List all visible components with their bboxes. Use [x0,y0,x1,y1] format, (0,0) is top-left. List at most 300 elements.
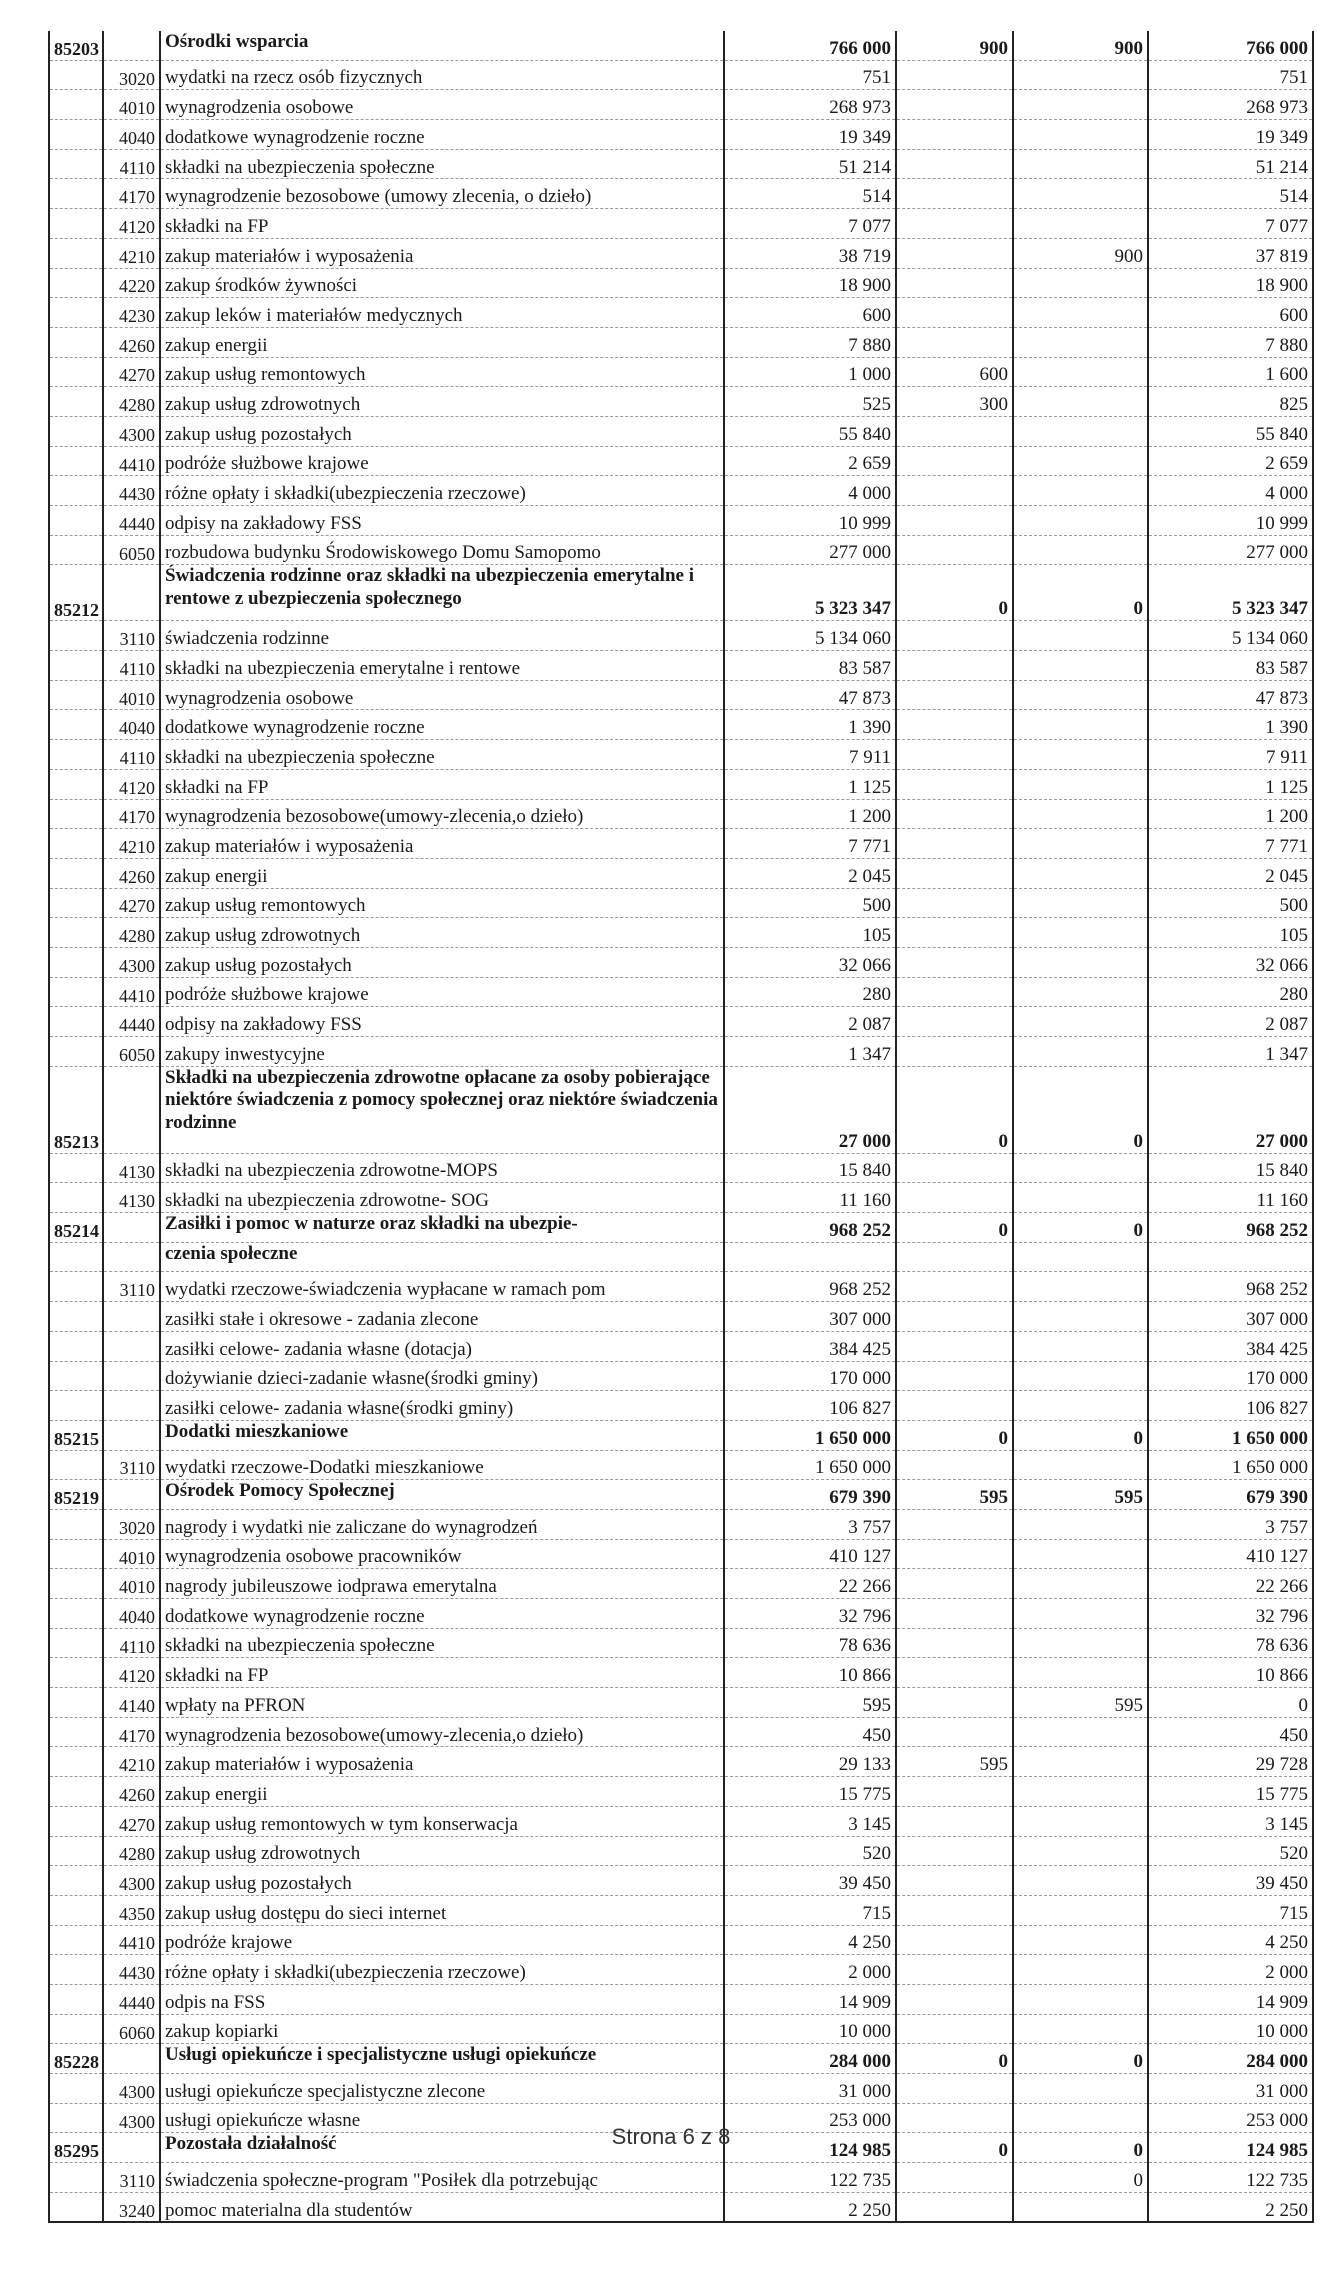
table-row [49,1331,1313,1361]
amount-after-change: 15 840 [1148,1153,1313,1183]
section-code [49,829,103,859]
table-row [49,977,1313,1007]
decrease-amount [1013,858,1148,888]
table-row [49,1688,1313,1718]
paragraph-code: 3020 [103,1509,160,1539]
item-name: odpisy na zakładowy FSS [160,1007,724,1037]
section-code [49,1984,103,2014]
section-code: 85214 [49,1213,103,1243]
paragraph-code: 4440 [103,1007,160,1037]
increase-amount [896,90,1013,120]
paragraph-code: 4220 [103,268,160,298]
item-name: zakup materiałów i wyposażenia [160,1747,724,1777]
table-row [49,2192,1313,2222]
amount-after-change: 968 252 [1148,1213,1313,1243]
section-code [49,1599,103,1629]
item-name: zakup materiałów i wyposażenia [160,829,724,859]
section-code [49,60,103,90]
increase-amount [896,149,1013,179]
plan-amount: 55 840 [724,416,896,446]
table-row [49,888,1313,918]
paragraph-code [103,2044,160,2074]
item-name: wpłaty na PFRON [160,1688,724,1718]
amount-after-change: 37 819 [1148,238,1313,268]
table-row [49,416,1313,446]
section-code [49,1747,103,1777]
increase-amount: 0 [896,1066,1013,1153]
item-name: zasiłki celowe- zadania własne(środki gminy) [160,1391,724,1421]
item-name: Dodatki mieszkaniowe [160,1420,724,1450]
decrease-amount [1013,1569,1148,1599]
table-row [49,2163,1313,2193]
plan-amount: 106 827 [724,1391,896,1421]
item-name: zakup usług pozostałych [160,1866,724,1896]
item-name: odpis na FSS [160,1984,724,2014]
increase-amount [896,179,1013,209]
item-name: Ośrodki wsparcia [160,31,724,60]
increase-amount [896,60,1013,90]
section-code [49,918,103,948]
increase-amount [896,947,1013,977]
decrease-amount: 0 [1013,1213,1148,1243]
section-code [49,888,103,918]
plan-amount: 268 973 [724,90,896,120]
decrease-amount [1013,1806,1148,1836]
section-code [49,1302,103,1332]
section-code [49,2074,103,2104]
decrease-amount [1013,90,1148,120]
plan-amount: 32 066 [724,947,896,977]
plan-amount: 122 735 [724,2163,896,2193]
plan-amount: 384 425 [724,1331,896,1361]
expenditure-table-body [49,31,1313,2222]
section-code [49,1183,103,1213]
amount-after-change: 122 735 [1148,2163,1313,2193]
decrease-amount [1013,1450,1148,1480]
table-row [49,1509,1313,1539]
increase-amount: 900 [896,31,1013,60]
paragraph-code [103,1420,160,1450]
table-row [49,1806,1313,1836]
plan-amount: 1 390 [724,710,896,740]
item-name: różne opłaty i składki(ubezpieczenia rzeczowe) [160,1955,724,1985]
item-name: zakup usług remontowych w tym konserwacja [160,1806,724,1836]
budget-sheet [48,31,1308,2223]
item-name: zakup energii [160,327,724,357]
item-name: składki na ubezpieczenia zdrowotne-MOPS [160,1153,724,1183]
plan-amount: 3 757 [724,1509,896,1539]
amount-after-change: 268 973 [1148,90,1313,120]
decrease-amount [1013,1895,1148,1925]
item-name: składki na FP [160,769,724,799]
section-row [49,2044,1313,2074]
amount-after-change: 384 425 [1148,1331,1313,1361]
increase-amount: 0 [896,1213,1013,1243]
section-code [49,947,103,977]
decrease-amount [1013,1599,1148,1629]
table-row [49,387,1313,417]
plan-amount: 307 000 [724,1302,896,1332]
plan-amount: 1 650 000 [724,1450,896,1480]
item-name: zakup usług zdrowotnych [160,918,724,948]
plan-amount: 520 [724,1836,896,1866]
table-row [49,1895,1313,1925]
increase-amount [896,740,1013,770]
table-row [49,1450,1313,1480]
table-row [49,651,1313,681]
amount-after-change: 450 [1148,1717,1313,1747]
item-name: składki na ubezpieczenia emerytalne i rentowe [160,651,724,681]
table-row [49,1717,1313,1747]
item-name: zakup kopiarki [160,2014,724,2044]
amount-after-change: 106 827 [1148,1391,1313,1421]
amount-after-change: 766 000 [1148,31,1313,60]
section-code [49,179,103,209]
item-name: wynagrodzenia osobowe [160,90,724,120]
section-code [49,1391,103,1421]
increase-amount [896,621,1013,651]
plan-amount: 32 796 [724,1599,896,1629]
increase-amount [896,1688,1013,1718]
decrease-amount: 0 [1013,2133,1148,2163]
increase-amount [896,416,1013,446]
table-row [49,476,1313,506]
amount-after-change: 1 200 [1148,799,1313,829]
decrease-amount [1013,1183,1148,1213]
increase-amount: 0 [896,565,1013,621]
plan-amount: 410 127 [724,1539,896,1569]
decrease-amount [1013,1955,1148,1985]
decrease-amount [1013,1984,1148,2014]
plan-amount: 51 214 [724,149,896,179]
plan-amount: 19 349 [724,120,896,150]
paragraph-code: 4300 [103,1866,160,1896]
plan-amount: 47 873 [724,680,896,710]
amount-after-change: 1 347 [1148,1037,1313,1067]
decrease-amount [1013,1153,1148,1183]
increase-amount [896,710,1013,740]
item-name: świadczenia rodzinne [160,621,724,651]
decrease-amount [1013,1539,1148,1569]
increase-amount [896,1984,1013,2014]
table-row [49,1183,1313,1213]
item-name: Zasiłki i pomoc w naturze oraz składki na ubezpie- [160,1213,724,1243]
amount-after-change: 751 [1148,60,1313,90]
amount-after-change: 10 999 [1148,506,1313,536]
item-name: świadczenia społeczne-program "Posiłek dla potrzebując [160,2163,724,2193]
increase-amount [896,1361,1013,1391]
item-name: czenia społeczne [160,1242,724,1272]
paragraph-code [103,1391,160,1421]
plan-amount: 10 999 [724,506,896,536]
section-code [49,506,103,536]
amount-after-change: 410 127 [1148,1539,1313,1569]
amount-after-change: 277 000 [1148,535,1313,565]
paragraph-code: 4010 [103,1569,160,1599]
paragraph-code: 4230 [103,298,160,328]
table-row [49,268,1313,298]
section-code [49,2014,103,2044]
decrease-amount [1013,298,1148,328]
amount-after-change: 5 134 060 [1148,621,1313,651]
table-row [49,1925,1313,1955]
paragraph-code: 4300 [103,947,160,977]
plan-amount [724,1242,896,1272]
section-code [49,1037,103,1067]
increase-amount [896,476,1013,506]
paragraph-code [103,31,160,60]
amount-after-change: 280 [1148,977,1313,1007]
increase-amount [896,506,1013,536]
item-name: zasiłki stałe i okresowe - zadania zlecone [160,1302,724,1332]
table-row [49,1658,1313,1688]
decrease-amount [1013,327,1148,357]
increase-amount [896,268,1013,298]
plan-amount: 83 587 [724,651,896,681]
increase-amount [896,1628,1013,1658]
section-code [49,357,103,387]
increase-amount [896,1866,1013,1896]
increase-amount [896,1955,1013,1985]
increase-amount [896,1450,1013,1480]
table-row [49,829,1313,859]
section-code [49,1272,103,1302]
paragraph-code: 4280 [103,918,160,948]
increase-amount [896,1272,1013,1302]
paragraph-code: 4010 [103,680,160,710]
section-code [49,1007,103,1037]
paragraph-code: 4430 [103,476,160,506]
amount-after-change: 284 000 [1148,2044,1313,2074]
increase-amount [896,327,1013,357]
plan-amount: 2 250 [724,2192,896,2222]
plan-amount: 1 000 [724,357,896,387]
item-name: zakup energii [160,1777,724,1807]
amount-after-change: 679 390 [1148,1480,1313,1510]
amount-after-change: 19 349 [1148,120,1313,150]
plan-amount: 7 911 [724,740,896,770]
item-name: wynagrodzenia bezosobowe(umowy-zlecenia,o dzieło) [160,799,724,829]
paragraph-code: 4270 [103,888,160,918]
plan-amount: 968 252 [724,1213,896,1243]
increase-amount [896,298,1013,328]
section-code [49,387,103,417]
paragraph-code: 4210 [103,238,160,268]
plan-amount: 2 000 [724,1955,896,1985]
item-name: rozbudowa budynku Środowiskowego Domu Samopomo [160,535,724,565]
increase-amount [896,680,1013,710]
decrease-amount [1013,209,1148,239]
item-name: zasiłki celowe- zadania własne (dotacja) [160,1331,724,1361]
item-name: wynagrodzenia osobowe pracowników [160,1539,724,1569]
item-name: podróże służbowe krajowe [160,977,724,1007]
decrease-amount [1013,387,1148,417]
section-code: 85203 [49,31,103,60]
amount-after-change: 29 728 [1148,1747,1313,1777]
decrease-amount [1013,2014,1148,2044]
table-row [49,1866,1313,1896]
increase-amount [896,2074,1013,2104]
decrease-amount [1013,1777,1148,1807]
decrease-amount [1013,357,1148,387]
table-row [49,238,1313,268]
paragraph-code: 4130 [103,1153,160,1183]
item-name: nagrody jubileuszowe iodprawa emerytalna [160,1569,724,1599]
section-code [49,90,103,120]
increase-amount: 0 [896,2044,1013,2074]
increase-amount [896,977,1013,1007]
section-code [49,710,103,740]
paragraph-code [103,1331,160,1361]
plan-amount: 253 000 [724,2103,896,2133]
item-name: Świadczenia rodzinne oraz składki na ubezpieczenia emerytalne i rentowe z ubezpieczenia społecznego [160,565,724,621]
paragraph-code: 4410 [103,1925,160,1955]
decrease-amount [1013,977,1148,1007]
plan-amount: 10 000 [724,2014,896,2044]
plan-amount: 450 [724,1717,896,1747]
section-code [49,298,103,328]
amount-after-change: 7 077 [1148,209,1313,239]
paragraph-code: 4270 [103,357,160,387]
item-name: wydatki rzeczowe-świadczenia wypłacane w ramach pom [160,1272,724,1302]
section-code [49,1658,103,1688]
section-code [49,621,103,651]
amount-after-change: 1 650 000 [1148,1420,1313,1450]
table-row [49,120,1313,150]
paragraph-code: 4210 [103,829,160,859]
table-row [49,1628,1313,1658]
plan-amount: 15 840 [724,1153,896,1183]
amount-after-change: 55 840 [1148,416,1313,446]
table-row [49,2074,1313,2104]
decrease-amount [1013,621,1148,651]
plan-amount: 7 771 [724,829,896,859]
plan-amount: 105 [724,918,896,948]
increase-amount [896,1331,1013,1361]
paragraph-code: 4280 [103,1836,160,1866]
paragraph-code: 4170 [103,1717,160,1747]
table-row [49,1984,1313,2014]
paragraph-code: 4430 [103,1955,160,1985]
increase-amount [896,651,1013,681]
item-name: wynagrodzenia osobowe [160,680,724,710]
plan-amount: 27 000 [724,1066,896,1153]
paragraph-code: 4440 [103,1984,160,2014]
section-code [49,535,103,565]
item-name: dodatkowe wynagrodzenie roczne [160,1599,724,1629]
table-row [49,710,1313,740]
section-row [49,1242,1313,1272]
amount-after-change: 78 636 [1148,1628,1313,1658]
table-row [49,90,1313,120]
decrease-amount: 0 [1013,2044,1148,2074]
item-name: podróże krajowe [160,1925,724,1955]
amount-after-change: 3 145 [1148,1806,1313,1836]
item-name: nagrody i wydatki nie zaliczane do wynagrodzeń [160,1509,724,1539]
paragraph-code: 3110 [103,621,160,651]
decrease-amount: 900 [1013,31,1148,60]
section-code [49,446,103,476]
section-code [49,209,103,239]
section-code [49,2192,103,2222]
paragraph-code: 3110 [103,1272,160,1302]
increase-amount [896,1539,1013,1569]
increase-amount [896,1153,1013,1183]
amount-after-change: 15 775 [1148,1777,1313,1807]
increase-amount [896,1242,1013,1272]
paragraph-code [103,1242,160,1272]
amount-after-change: 22 266 [1148,1569,1313,1599]
section-code [49,476,103,506]
item-name: Pozostała działalność [160,2133,724,2163]
increase-amount: 0 [896,2133,1013,2163]
increase-amount [896,1391,1013,1421]
increase-amount [896,120,1013,150]
item-name: zakup energii [160,858,724,888]
amount-after-change: 32 066 [1148,947,1313,977]
amount-after-change [1148,1242,1313,1272]
decrease-amount [1013,769,1148,799]
section-code [49,1806,103,1836]
plan-amount: 78 636 [724,1628,896,1658]
table-row [49,918,1313,948]
paragraph-code: 4300 [103,2074,160,2104]
paragraph-code: 4350 [103,1895,160,1925]
item-name: zakup materiałów i wyposażenia [160,238,724,268]
table-row [49,149,1313,179]
paragraph-code: 6060 [103,2014,160,2044]
paragraph-code: 4270 [103,1806,160,1836]
decrease-amount [1013,680,1148,710]
table-row [49,740,1313,770]
increase-amount [896,2192,1013,2222]
amount-after-change: 32 796 [1148,1599,1313,1629]
amount-after-change: 83 587 [1148,651,1313,681]
item-name: składki na FP [160,1658,724,1688]
item-name: usługi opiekuńcze specjalistyczne zlecone [160,2074,724,2104]
decrease-amount [1013,268,1148,298]
item-name: dodatkowe wynagrodzenie roczne [160,120,724,150]
section-code [49,1925,103,1955]
decrease-amount [1013,60,1148,90]
section-code: 85215 [49,1420,103,1450]
increase-amount [896,1007,1013,1037]
increase-amount [896,1302,1013,1332]
decrease-amount [1013,446,1148,476]
amount-after-change: 2 087 [1148,1007,1313,1037]
amount-after-change: 18 900 [1148,268,1313,298]
amount-after-change: 47 873 [1148,680,1313,710]
item-name: wynagrodzenia bezosobowe(umowy-zlecenia,o dzieło) [160,1717,724,1747]
amount-after-change: 27 000 [1148,1066,1313,1153]
decrease-amount [1013,2192,1148,2222]
table-row [49,179,1313,209]
table-row [49,621,1313,651]
item-name: zakup środków żywności [160,268,724,298]
item-name: zakup usług remontowych [160,888,724,918]
decrease-amount [1013,799,1148,829]
amount-after-change: 0 [1148,1688,1313,1718]
amount-after-change: 307 000 [1148,1302,1313,1332]
amount-after-change: 31 000 [1148,2074,1313,2104]
table-row [49,298,1313,328]
increase-amount: 0 [896,1420,1013,1450]
page-number: Strona 6 z 8 [611,2124,731,2149]
increase-amount [896,769,1013,799]
section-code [49,1688,103,1718]
decrease-amount [1013,506,1148,536]
section-code [49,1539,103,1569]
